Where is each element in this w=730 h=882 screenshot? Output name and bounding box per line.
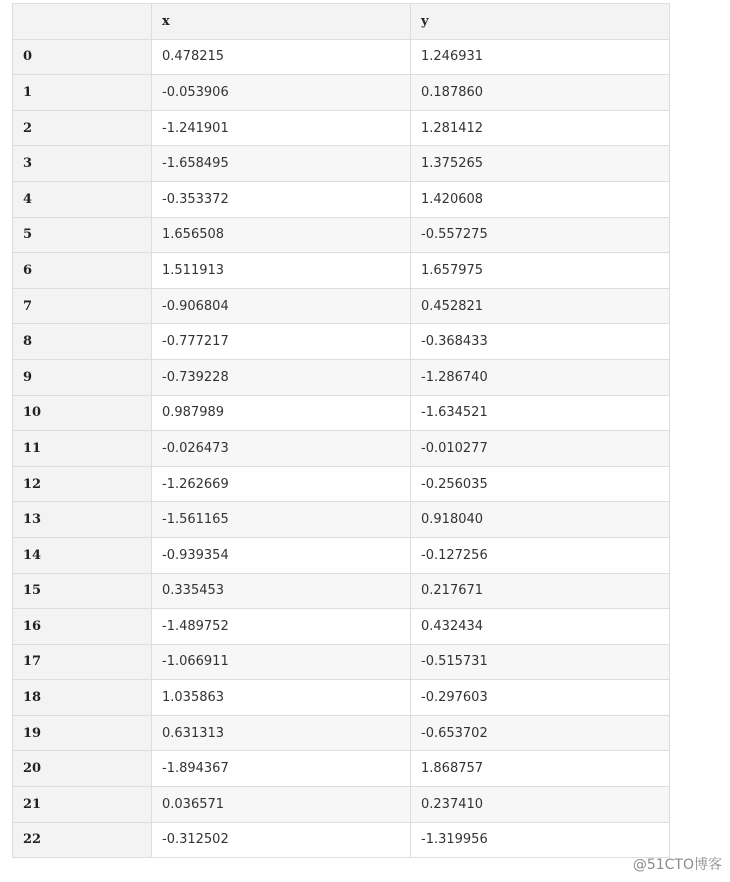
x-value-cell: 0.036571 bbox=[152, 787, 411, 823]
y-value-cell: 1.281412 bbox=[411, 110, 670, 146]
row-index-cell: 13 bbox=[13, 502, 152, 538]
y-value-cell: -0.127256 bbox=[411, 537, 670, 573]
table-row bbox=[13, 644, 670, 680]
table-row bbox=[13, 466, 670, 502]
row-index-cell: 5 bbox=[13, 217, 152, 253]
y-value-cell: 0.217671 bbox=[411, 573, 670, 609]
row-index-cell: 21 bbox=[13, 787, 152, 823]
x-value-cell: -0.939354 bbox=[152, 537, 411, 573]
table-row bbox=[13, 715, 670, 751]
x-value-cell: -0.353372 bbox=[152, 181, 411, 217]
y-value-cell: -0.653702 bbox=[411, 715, 670, 751]
x-value-cell: -0.312502 bbox=[152, 822, 411, 858]
table-row bbox=[13, 75, 670, 111]
x-value-cell: -0.026473 bbox=[152, 431, 411, 467]
x-value-cell: -1.262669 bbox=[152, 466, 411, 502]
table-row bbox=[13, 181, 670, 217]
row-index-cell: 15 bbox=[13, 573, 152, 609]
table-row bbox=[13, 751, 670, 787]
x-value-cell: -1.561165 bbox=[152, 502, 411, 538]
row-index-cell: 8 bbox=[13, 324, 152, 360]
row-index-cell: 12 bbox=[13, 466, 152, 502]
row-index-cell: 22 bbox=[13, 822, 152, 858]
y-value-cell: -0.368433 bbox=[411, 324, 670, 360]
table-row bbox=[13, 359, 670, 395]
table-row bbox=[13, 217, 670, 253]
header-index-cell bbox=[13, 4, 152, 40]
header-x-cell: x bbox=[152, 4, 411, 40]
x-value-cell: -1.241901 bbox=[152, 110, 411, 146]
x-value-cell: 0.335453 bbox=[152, 573, 411, 609]
x-value-cell: -0.777217 bbox=[152, 324, 411, 360]
x-value-cell: 0.987989 bbox=[152, 395, 411, 431]
y-value-cell: -0.297603 bbox=[411, 680, 670, 716]
row-index-cell: 0 bbox=[13, 39, 152, 75]
row-index-cell: 11 bbox=[13, 431, 152, 467]
header-y-cell: y bbox=[411, 4, 670, 40]
row-index-cell: 20 bbox=[13, 751, 152, 787]
table-row bbox=[13, 502, 670, 538]
row-index-cell: 6 bbox=[13, 253, 152, 289]
row-index-cell: 3 bbox=[13, 146, 152, 182]
x-value-cell: 0.631313 bbox=[152, 715, 411, 751]
x-value-cell: -0.739228 bbox=[152, 359, 411, 395]
y-value-cell: -1.319956 bbox=[411, 822, 670, 858]
row-index-cell: 19 bbox=[13, 715, 152, 751]
x-value-cell: -0.053906 bbox=[152, 75, 411, 111]
row-index-cell: 10 bbox=[13, 395, 152, 431]
y-value-cell: 0.918040 bbox=[411, 502, 670, 538]
dataframe-table bbox=[12, 3, 670, 858]
row-index-cell: 9 bbox=[13, 359, 152, 395]
table-row bbox=[13, 395, 670, 431]
x-value-cell: -0.906804 bbox=[152, 288, 411, 324]
y-value-cell: -0.010277 bbox=[411, 431, 670, 467]
row-index-cell: 18 bbox=[13, 680, 152, 716]
x-value-cell: 1.656508 bbox=[152, 217, 411, 253]
table-row bbox=[13, 324, 670, 360]
table-row bbox=[13, 609, 670, 645]
header-row bbox=[13, 4, 670, 40]
table-row bbox=[13, 110, 670, 146]
y-value-cell: 1.246931 bbox=[411, 39, 670, 75]
row-index-cell: 1 bbox=[13, 75, 152, 111]
x-value-cell: -1.894367 bbox=[152, 751, 411, 787]
table-row bbox=[13, 680, 670, 716]
y-value-cell: 1.420608 bbox=[411, 181, 670, 217]
y-value-cell: 1.868757 bbox=[411, 751, 670, 787]
table-row bbox=[13, 39, 670, 75]
row-index-cell: 7 bbox=[13, 288, 152, 324]
row-index-cell: 16 bbox=[13, 609, 152, 645]
y-value-cell: 1.657975 bbox=[411, 253, 670, 289]
table-row bbox=[13, 822, 670, 858]
x-value-cell: -1.066911 bbox=[152, 644, 411, 680]
y-value-cell: 0.452821 bbox=[411, 288, 670, 324]
table-row bbox=[13, 537, 670, 573]
x-value-cell: -1.489752 bbox=[152, 609, 411, 645]
x-value-cell: 0.478215 bbox=[152, 39, 411, 75]
x-value-cell: 1.035863 bbox=[152, 680, 411, 716]
x-value-cell: 1.511913 bbox=[152, 253, 411, 289]
watermark: @51CTO博客 bbox=[632, 857, 722, 873]
table-row bbox=[13, 253, 670, 289]
y-value-cell: -1.286740 bbox=[411, 359, 670, 395]
row-index-cell: 4 bbox=[13, 181, 152, 217]
y-value-cell: 0.237410 bbox=[411, 787, 670, 823]
x-value-cell: -1.658495 bbox=[152, 146, 411, 182]
y-value-cell: 1.375265 bbox=[411, 146, 670, 182]
y-value-cell: -0.557275 bbox=[411, 217, 670, 253]
y-value-cell: -0.256035 bbox=[411, 466, 670, 502]
row-index-cell: 14 bbox=[13, 537, 152, 573]
row-index-cell: 17 bbox=[13, 644, 152, 680]
y-value-cell: 0.432434 bbox=[411, 609, 670, 645]
table-row bbox=[13, 288, 670, 324]
table-row bbox=[13, 146, 670, 182]
table-row bbox=[13, 573, 670, 609]
row-index-cell: 2 bbox=[13, 110, 152, 146]
table-header bbox=[13, 4, 670, 40]
table-row bbox=[13, 787, 670, 823]
table-body bbox=[13, 39, 670, 858]
table-row bbox=[13, 431, 670, 467]
y-value-cell: -0.515731 bbox=[411, 644, 670, 680]
y-value-cell: -1.634521 bbox=[411, 395, 670, 431]
y-value-cell: 0.187860 bbox=[411, 75, 670, 111]
